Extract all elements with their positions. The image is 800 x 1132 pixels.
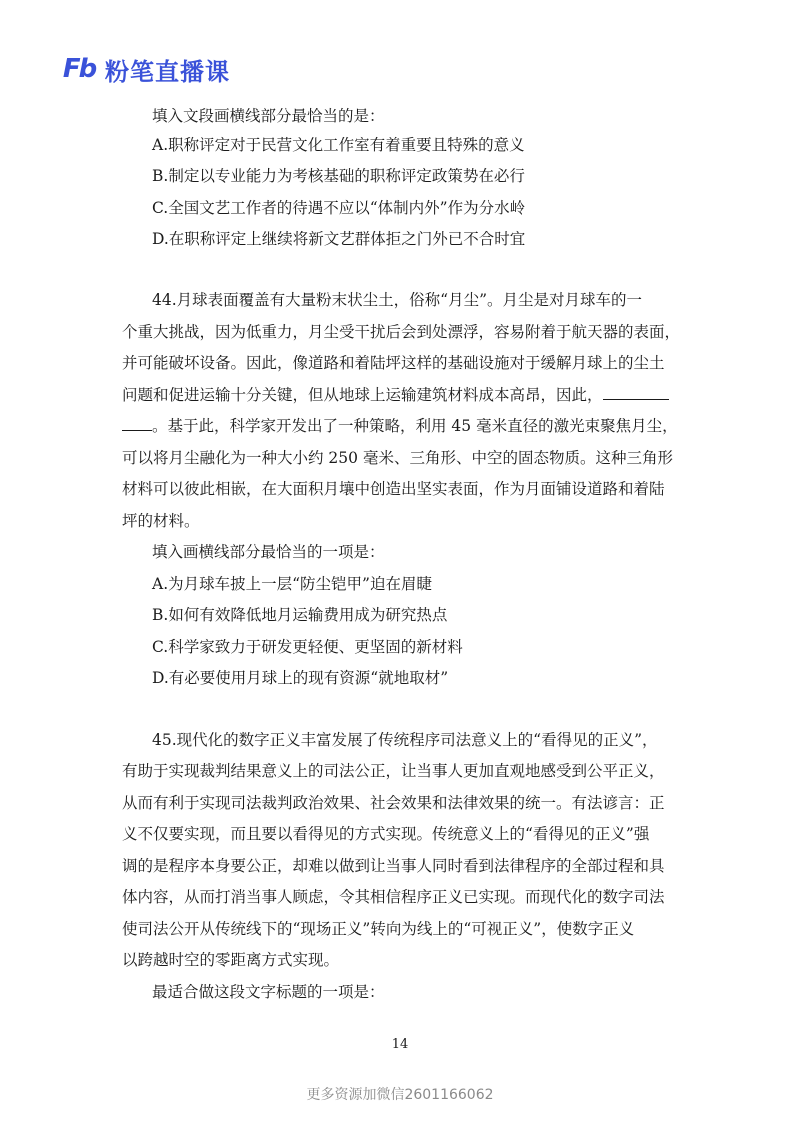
q44-option-b: B.如何有效降低地月运输费用成为研究热点: [152, 606, 448, 624]
brand-header: [57, 52, 230, 86]
q44-prompt: 填入画横线部分最恰当的一项是：: [152, 543, 385, 561]
q45-line-4: 义不仅要实现，而且要以看得见的方式实现。传统意义上的“看得见的正义”强: [122, 825, 650, 843]
q45-line-2: 有助于实现裁判结果意义上的司法公正，让当事人更加直观地感受到公平正义，: [122, 762, 665, 780]
q44-line-5-text: 。基于此，科学家开发出了一种策略，利用 45 毫米直径的激光束聚焦月尘，: [152, 417, 678, 435]
q44-line-7: 材料可以彼此相嵌，在大面积月壤中创造出坚实表面，作为月面铺设道路和着陆: [122, 480, 665, 498]
q44-line-5: [122, 415, 678, 437]
q45-line-1: 45.现代化的数字正义丰富发展了传统程序司法意义上的“看得见的正义”，: [152, 731, 658, 749]
brand-name: 粉笔直播课: [105, 57, 230, 86]
q43-option-d: D.在职称评定上继续将新文艺群体拒之门外已不合时宜: [152, 230, 526, 248]
q43-option-b: B.制定以专业能力为考核基础的职称评定政策势在必行: [152, 167, 525, 185]
q44-line-2: 个重大挑战，因为低重力，月尘受干扰后会到处漂浮，容易附着于航天器的表面，: [122, 323, 681, 341]
q44-line-6: 可以将月尘融化为一种大小约 250 毫米、三角形、中空的固态物质。这种三角形: [122, 449, 673, 467]
q45-prompt: 最适合做这段文字标题的一项是：: [152, 983, 385, 1001]
answer-blank-continued: [122, 416, 152, 431]
q44-option-d: D.有必要使用月球上的现有资源“就地取材”: [152, 669, 449, 687]
q45-line-7: 使司法公开从传统线下的“现场正义”转向为线上的“可视正义”，使数字正义: [122, 920, 635, 938]
q43-option-a: A.职称评定对于民营文化工作室有着重要且特殊的意义: [152, 136, 525, 154]
q44-option-a: A.为月球车披上一层“防尘铠甲”迫在眉睫: [152, 575, 432, 593]
q43-option-c: C.全国文艺工作者的待遇不应以“体制内外”作为分水岭: [152, 199, 526, 217]
q45-line-6: 体内容，从而打消当事人顾虑，令其相信程序正义已实现。而现代化的数字司法: [122, 888, 665, 906]
q44-line-4: [122, 384, 669, 406]
q44-line-8: 坪的材料。: [122, 512, 200, 530]
q45-line-3: 从而有利于实现司法裁判政治效果、社会效果和法律效果的统一。有法谚言：正: [122, 794, 665, 812]
q44-option-c: C.科学家致力于研发更轻便、更坚固的新材料: [152, 638, 463, 656]
q45-line-8: 以跨越时空的零距离方式实现。: [122, 951, 340, 969]
answer-blank: [603, 385, 669, 400]
q44-line-4-text: 问题和促进运输十分关键，但从地球上运输建筑材料成本高昂，因此，: [122, 386, 603, 404]
q44-line-1: 44.月球表面覆盖有大量粉末状尘土，俗称“月尘”。月尘是对月球车的一: [152, 291, 643, 309]
watermark-text: 更多资源加微信2601166062: [306, 1087, 494, 1103]
page-number: 14: [391, 1037, 409, 1052]
q45-line-5: 调的是程序本身要公正，却难以做到让当事人同时看到法律程序的全部过程和具: [122, 857, 665, 875]
q44-line-3: 并可能破坏设备。因此，像道路和着陆坪这样的基础设施对于缓解月球上的尘土: [122, 354, 665, 372]
q43-prompt: 填入文段画横线部分最恰当的是：: [152, 107, 385, 125]
fb-logo-icon: Fb: [62, 54, 96, 84]
